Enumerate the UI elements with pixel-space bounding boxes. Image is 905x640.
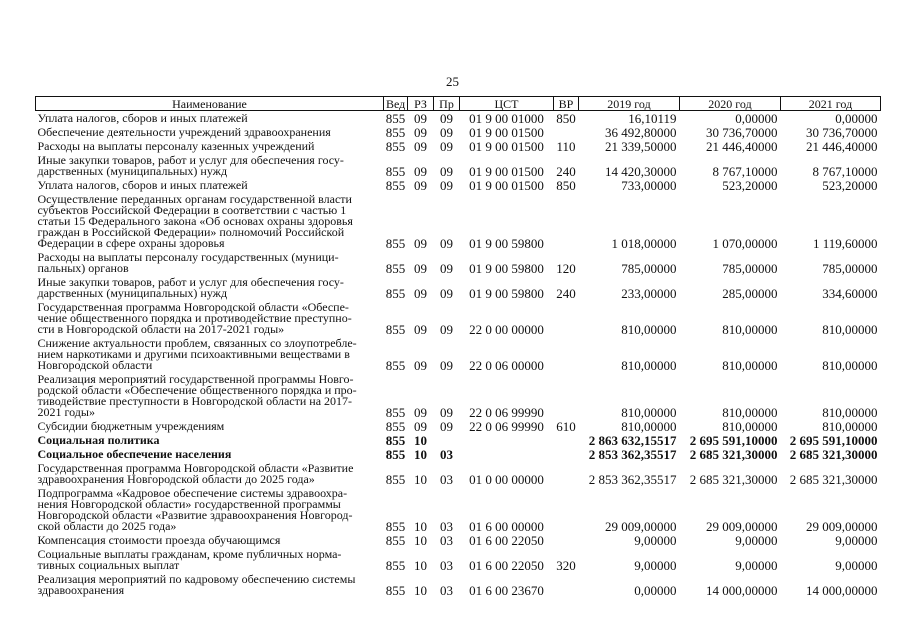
- row-ved: 855: [385, 433, 406, 448]
- row-2021: 2 685 321,30000: [789, 447, 878, 462]
- row-2020: 21 446,40000: [706, 139, 778, 154]
- table-row: [36, 139, 881, 153]
- table-row: [36, 547, 881, 572]
- row-pr: 03: [440, 533, 453, 548]
- row-2021: 810,00000: [822, 322, 878, 337]
- row-ved: 855: [385, 472, 406, 487]
- row-2019: 9,00000: [634, 558, 677, 573]
- row-name: Уплата налогов, сборов и иных платежей: [37, 111, 248, 125]
- table-row: [36, 192, 881, 250]
- row-rz: 10: [414, 447, 427, 462]
- row-rz: 09: [414, 111, 427, 126]
- row-rz: 10: [414, 433, 427, 448]
- row-2021: 810,00000: [822, 358, 878, 373]
- header-2020: 2020 год: [680, 97, 781, 111]
- row-cst: 01 9 00 01500: [469, 125, 544, 140]
- table-row: [36, 447, 881, 461]
- row-cst: 01 0 00 00000: [469, 472, 544, 487]
- table-row: [36, 250, 881, 275]
- row-2020: 810,00000: [722, 405, 778, 420]
- row-ved: 855: [385, 322, 406, 337]
- row-pr: 03: [440, 472, 453, 487]
- row-vr: 850: [556, 178, 576, 193]
- row-vr: [554, 447, 579, 461]
- row-2020: 14 000,00000: [706, 583, 778, 598]
- row-name: Реализация мероприятий по кадровому обеспечению системы здравоохранения: [37, 572, 356, 597]
- row-2020: 810,00000: [722, 322, 778, 337]
- row-ved: 855: [385, 358, 406, 373]
- row-vr: 240: [556, 286, 576, 301]
- row-vr: 240: [556, 164, 576, 179]
- row-2019: 810,00000: [621, 322, 677, 337]
- row-2019: 2 853 362,35517: [588, 447, 677, 462]
- row-rz: 09: [414, 261, 427, 276]
- row-name: Социальные выплаты гражданам, кроме публичных норма- тивных социальных выплат: [37, 547, 342, 572]
- row-2020: 0,00000: [735, 111, 778, 126]
- row-vr: [554, 461, 579, 486]
- row-name: Иные закупки товаров, работ и услуг для обеспечения госу- дарственных (муниципальных) нужд: [37, 153, 344, 178]
- row-rz: 09: [414, 405, 427, 420]
- row-2021: 334,60000: [822, 286, 878, 301]
- row-cst: 01 9 00 59800: [469, 261, 544, 276]
- row-ved: 855: [385, 447, 406, 462]
- row-cst: 22 0 06 99990: [469, 405, 544, 420]
- row-pr: 09: [440, 419, 453, 434]
- table-row: [36, 275, 881, 300]
- row-2021: 810,00000: [822, 405, 878, 420]
- row-cst: 01 9 00 01500: [469, 178, 544, 193]
- row-2019: 810,00000: [621, 358, 677, 373]
- row-ved: 855: [385, 519, 406, 534]
- row-vr: [554, 572, 579, 597]
- row-ved: 855: [385, 164, 406, 179]
- row-rz: 09: [414, 322, 427, 337]
- table-row: [36, 433, 881, 447]
- row-vr: 320: [556, 558, 576, 573]
- row-rz: 09: [414, 419, 427, 434]
- row-rz: 09: [414, 125, 427, 140]
- row-vr: [554, 192, 579, 250]
- row-2020: 2 685 321,30000: [689, 447, 778, 462]
- header-2021: 2021 год: [781, 97, 881, 111]
- row-cst: [460, 447, 554, 461]
- row-name: Осуществление переданных органам государственной власти субъектов Российской Федерации в соответствии с частью 1 статьи 15 Федерального закона «Об основах охраны здоровья граждан в Российской Федерации» полномочий Российской Федерации в сфере охраны здоровья: [37, 192, 353, 250]
- row-2020: 2 695 591,10000: [689, 433, 778, 448]
- row-vr: [554, 300, 579, 336]
- row-2021: 1 119,60000: [812, 236, 878, 251]
- row-2020: 523,20000: [722, 178, 778, 193]
- page-number: 25: [446, 74, 459, 89]
- row-vr: 610: [556, 419, 576, 434]
- table-row: [36, 372, 881, 419]
- row-cst: 01 6 00 22050: [469, 558, 544, 573]
- row-pr: 09: [440, 236, 453, 251]
- row-name: Реализация мероприятий государственной программы Новго- родской области «Обеспечение общественного порядка и про- тиводействие преступности в Новгородской области на 2017- 2021 годы»: [37, 372, 357, 419]
- row-2020: 8 767,10000: [712, 164, 778, 179]
- row-cst: 01 9 00 01500: [469, 139, 544, 154]
- row-2019: 2 853 362,35517: [588, 472, 677, 487]
- row-ved: 855: [385, 583, 406, 598]
- row-vr: 850: [556, 111, 576, 126]
- row-2021: 785,00000: [822, 261, 878, 276]
- row-pr: [434, 433, 460, 447]
- budget-table: [35, 96, 881, 597]
- row-ved: 855: [385, 533, 406, 548]
- row-cst: 01 9 00 01500: [469, 164, 544, 179]
- row-vr: [554, 433, 579, 447]
- row-pr: 03: [440, 519, 453, 534]
- row-name: Подпрограмма «Кадровое обеспечение системы здравоохра- нения Новгородской области» государственной программы Новгородской области «Развитие здравоохранения Новгород- ской области до 2025 года»: [37, 486, 353, 533]
- row-2019: 0,00000: [634, 583, 677, 598]
- table-row: [36, 300, 881, 336]
- table-header: [36, 97, 881, 111]
- row-2019: 21 339,50000: [605, 139, 677, 154]
- row-pr: 09: [440, 125, 453, 140]
- row-ved: 855: [385, 261, 406, 276]
- table-row: [36, 336, 881, 372]
- row-rz: 10: [414, 558, 427, 573]
- row-cst: 01 6 00 23670: [469, 583, 544, 598]
- row-2021: 2 695 591,10000: [789, 433, 878, 448]
- row-2020: 2 685 321,30000: [689, 472, 778, 487]
- row-2019: 1 018,00000: [611, 236, 677, 251]
- row-2020: 9,00000: [735, 533, 778, 548]
- row-2019: 810,00000: [621, 405, 677, 420]
- row-pr: 09: [440, 405, 453, 420]
- row-2021: 0,00000: [835, 111, 878, 126]
- row-2021: 9,00000: [835, 558, 878, 573]
- row-2020: 810,00000: [722, 419, 778, 434]
- row-rz: 09: [414, 178, 427, 193]
- row-2020: 30 736,70000: [706, 125, 778, 140]
- header-2019: 2019 год: [579, 97, 680, 111]
- row-2020: 285,00000: [722, 286, 778, 301]
- header-ved: Вед: [384, 97, 408, 111]
- table-row: [36, 572, 881, 597]
- row-2021: 2 685 321,30000: [789, 472, 878, 487]
- row-rz: 10: [414, 583, 427, 598]
- row-2020: 29 009,00000: [706, 519, 778, 534]
- row-name: Расходы на выплаты персоналу государственных (муници- пальных) органов: [37, 250, 339, 275]
- row-2021: 29 009,00000: [806, 519, 878, 534]
- row-pr: 03: [440, 583, 453, 598]
- row-2019: 2 863 632,15517: [588, 433, 677, 448]
- header-vr: ВР: [554, 97, 579, 111]
- header-rz: РЗ: [408, 97, 434, 111]
- row-2019: 14 420,30000: [605, 164, 677, 179]
- row-2021: 30 736,70000: [806, 125, 878, 140]
- row-ved: 855: [385, 178, 406, 193]
- row-2021: 9,00000: [835, 533, 878, 548]
- row-pr: 09: [440, 178, 453, 193]
- row-pr: 09: [440, 286, 453, 301]
- row-name: Расходы на выплаты персоналу казенных учреждений: [37, 139, 315, 153]
- table-row: [36, 533, 881, 547]
- header-row: [36, 97, 881, 111]
- table-body: [36, 111, 881, 598]
- row-ved: 855: [385, 111, 406, 126]
- row-rz: 10: [414, 533, 427, 548]
- row-2021: 14 000,00000: [806, 583, 878, 598]
- row-vr: [554, 533, 579, 547]
- row-pr: 03: [440, 558, 453, 573]
- row-ved: 855: [385, 125, 406, 140]
- row-pr: 03: [440, 447, 453, 462]
- row-vr: [554, 486, 579, 533]
- table-row: [36, 153, 881, 178]
- row-2019: 29 009,00000: [605, 519, 677, 534]
- row-pr: 09: [440, 111, 453, 126]
- row-name: Социальное обеспечение населения: [37, 447, 232, 461]
- row-cst: 22 0 06 00000: [469, 358, 544, 373]
- table-row: [36, 178, 881, 192]
- row-pr: 09: [440, 164, 453, 179]
- row-name: Государственная программа Новгородской области «Развитие здравоохранения Новгородской области до 2025 года»: [37, 461, 354, 486]
- row-name: Снижение актуальности проблем, связанных со злоупотребле- нием наркотиками и другими психоактивными веществами в Новгородской области: [37, 336, 357, 372]
- row-vr: 120: [556, 261, 576, 276]
- table-row: [36, 125, 881, 139]
- row-pr: 09: [440, 139, 453, 154]
- row-cst: 01 9 00 01000: [469, 111, 544, 126]
- row-cst: 01 6 00 22050: [469, 533, 544, 548]
- row-rz: 09: [414, 139, 427, 154]
- row-vr: 110: [556, 139, 576, 154]
- row-name: Социальная политика: [37, 433, 160, 447]
- row-rz: 10: [414, 519, 427, 534]
- row-2020: 9,00000: [735, 558, 778, 573]
- table-row: [36, 111, 881, 126]
- row-name: Иные закупки товаров, работ и услуг для обеспечения госу- дарственных (муниципальных) нужд: [37, 275, 344, 300]
- row-ved: 855: [385, 558, 406, 573]
- row-2019: 36 492,80000: [605, 125, 677, 140]
- row-rz: 10: [414, 472, 427, 487]
- row-rz: 09: [414, 358, 427, 373]
- row-2019: 810,00000: [621, 419, 677, 434]
- row-2021: 8 767,10000: [812, 164, 878, 179]
- row-vr: [554, 372, 579, 419]
- row-pr: 09: [440, 358, 453, 373]
- row-2019: 16,10119: [628, 111, 677, 126]
- row-2020: 810,00000: [722, 358, 778, 373]
- row-rz: 09: [414, 164, 427, 179]
- row-rz: 09: [414, 286, 427, 301]
- header-name: Наименование: [36, 97, 384, 111]
- row-cst: 01 6 00 00000: [469, 519, 544, 534]
- row-name: Субсидии бюджетным учреждениям: [37, 419, 225, 433]
- table-row: [36, 486, 881, 533]
- row-cst: 01 9 00 59800: [469, 286, 544, 301]
- row-2019: 9,00000: [634, 533, 677, 548]
- row-cst: 22 0 00 00000: [469, 322, 544, 337]
- row-2020: 785,00000: [722, 261, 778, 276]
- row-2019: 733,00000: [621, 178, 677, 193]
- row-name: Компенсация стоимости проезда обучающимся: [37, 533, 281, 547]
- row-vr: [554, 125, 579, 139]
- header-cst: ЦСТ: [460, 97, 554, 111]
- row-2021: 21 446,40000: [806, 139, 878, 154]
- row-cst: 01 9 00 59800: [469, 236, 544, 251]
- row-rz: 09: [414, 236, 427, 251]
- row-pr: 09: [440, 261, 453, 276]
- row-vr: [554, 336, 579, 372]
- row-2020: 1 070,00000: [712, 236, 778, 251]
- header-pr: Пр: [434, 97, 460, 111]
- row-cst: 22 0 06 99990: [469, 419, 544, 434]
- row-ved: 855: [385, 405, 406, 420]
- row-ved: 855: [385, 236, 406, 251]
- row-2019: 785,00000: [621, 261, 677, 276]
- row-ved: 855: [385, 419, 406, 434]
- row-2019: 233,00000: [621, 286, 677, 301]
- row-pr: 09: [440, 322, 453, 337]
- table-row: [36, 419, 881, 433]
- row-name: Государственная программа Новгородской области «Обеспе- чение общественного порядка и противодействие преступно- сти в Новгородской области на 2017-2021 годы»: [37, 300, 352, 336]
- row-2021: 810,00000: [822, 419, 878, 434]
- row-name: Обеспечение деятельности учреждений здравоохранения: [37, 125, 331, 139]
- row-2021: 523,20000: [822, 178, 878, 193]
- table-row: [36, 461, 881, 486]
- row-name: Уплата налогов, сборов и иных платежей: [37, 178, 248, 192]
- row-cst: [460, 433, 554, 447]
- row-ved: 855: [385, 286, 406, 301]
- row-ved: 855: [385, 139, 406, 154]
